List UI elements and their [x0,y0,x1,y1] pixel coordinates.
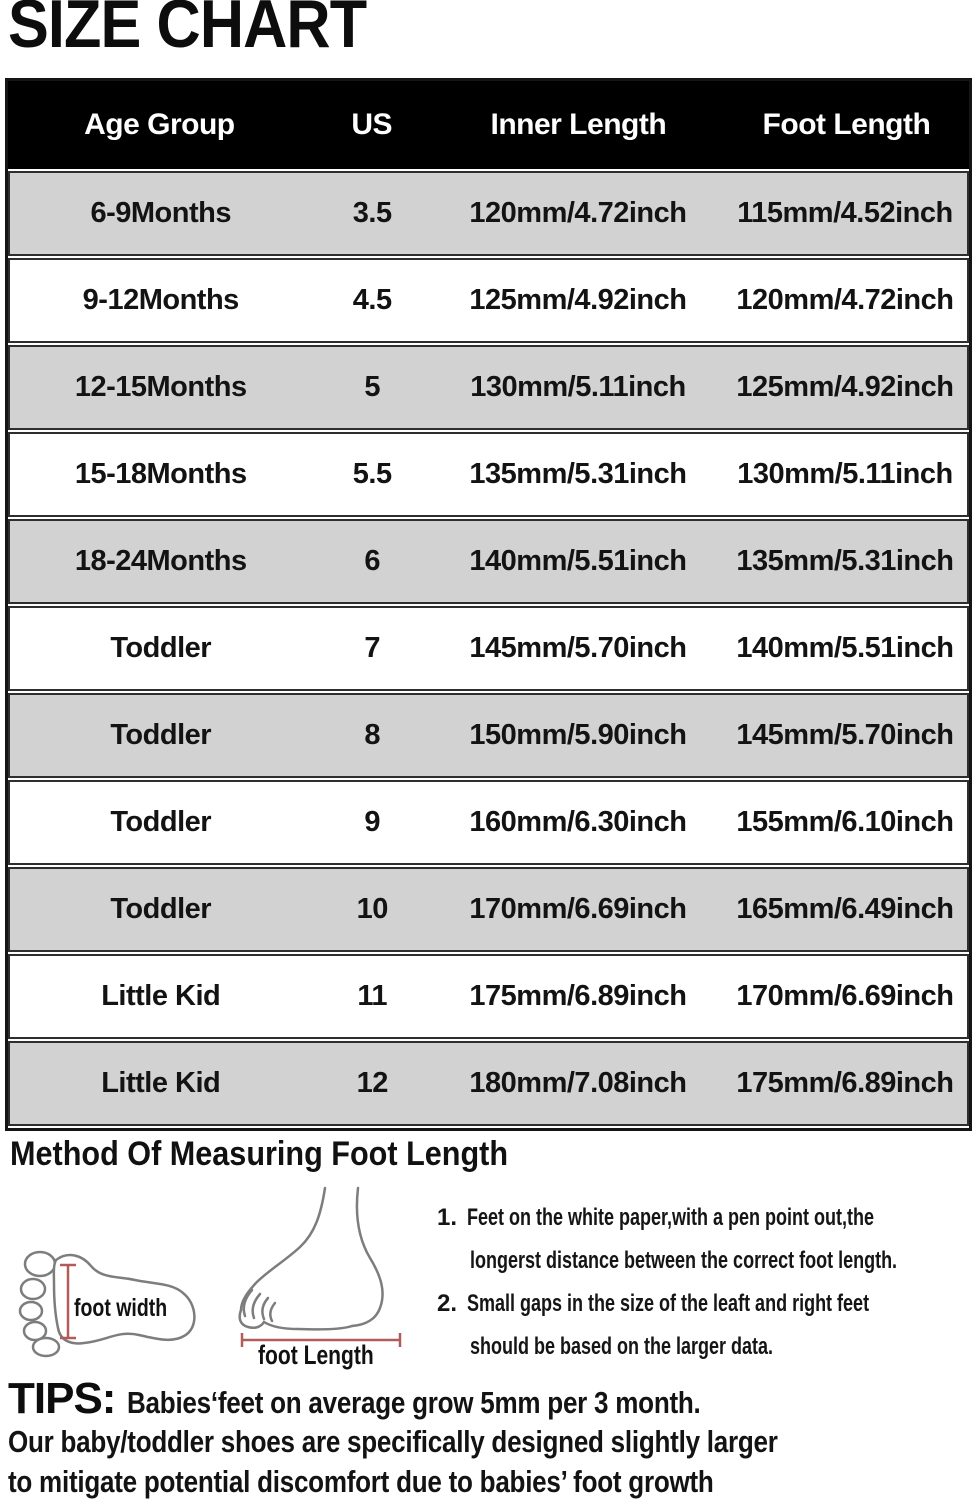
us-size-cell: 12 [356,1067,388,1099]
step-1-line-2 [437,1239,980,1282]
age-group-cell: Little Kid [101,980,221,1012]
foot-sole-line [264,1322,352,1329]
table-row [8,954,969,1039]
step-text: should be based on the larger data. [470,1333,774,1360]
us-size-cell: 8 [364,719,381,751]
us-size-cell: 6 [364,545,381,577]
age-group-cell: 18-24Months [74,545,247,577]
table-row [8,606,969,691]
foot-length-cell: 170mm/6.69inch [736,980,954,1012]
age-group-cell: Little Kid [101,1067,221,1099]
header-cell-foot-length: Foot Length [762,108,931,141]
table-row [8,693,969,778]
foot-side-view-diagram [228,1186,423,1351]
step-2-line-1 [437,1282,980,1325]
tips-line-2 [8,1422,976,1462]
foot-length-cell: 115mm/4.52inch [737,197,953,229]
inner-length-cell: 160mm/6.30inch [469,806,687,838]
inner-length-cell: 135mm/5.31inch [469,458,687,490]
step-text: Feet on the white paper,with a pen point out,the [467,1204,875,1231]
tips-line-3 [8,1462,976,1500]
age-group-cell: Toddler [110,806,212,838]
us-size-cell: 5.5 [352,458,392,490]
foot-length-cell: 140mm/5.51inch [736,632,954,664]
step-2-line-2 [437,1325,980,1368]
size-table-header [8,81,969,169]
inner-length-cell: 180mm/7.08inch [469,1067,687,1099]
foot-length-cell: 175mm/6.89inch [736,1067,954,1099]
age-group-cell: 6-9Months [90,197,231,229]
table-row [8,519,969,604]
inner-length-cell: 125mm/4.92inch [469,284,687,316]
foot-length-cell: 155mm/6.10inch [736,806,954,838]
age-group-cell: 9-12Months [82,284,239,316]
table-row [8,780,969,865]
tips-text: Our baby/toddler shoes are specifically designed slightly larger [8,1424,778,1459]
tips-text: Babies‘feet on average grow 5mm per 3 month. [127,1385,701,1420]
us-size-cell: 10 [356,893,388,925]
step-number: 1. [437,1204,458,1231]
method-heading: Method Of Measuring Foot Length [10,1135,509,1173]
us-size-cell: 9 [364,806,381,838]
foot-width-label: foot width [74,1294,168,1322]
toe-hatch-lines [244,1290,275,1321]
header-cell-us: US [351,108,393,141]
foot-length-cell: 120mm/4.72inch [736,284,954,316]
foot-length-cell: 130mm/5.11inch [737,458,953,490]
table-row [8,1041,969,1126]
age-group-cell: Toddler [110,632,212,664]
us-size-cell: 7 [364,632,381,664]
inner-length-cell: 175mm/6.89inch [469,980,687,1012]
inner-length-cell: 120mm/4.72inch [469,197,687,229]
table-row [8,258,969,343]
tips-text: to mitigate potential discomfort due to babies’ foot growth [8,1464,714,1499]
inner-length-cell: 140mm/5.51inch [469,545,687,577]
age-group-cell: Toddler [110,719,212,751]
table-row [8,345,969,430]
foot-length-label: foot Length [258,1340,374,1370]
foot-length-cell: 125mm/4.92inch [736,371,954,403]
table-row [8,171,969,256]
step-number: 2. [437,1290,458,1317]
us-size-cell: 4.5 [352,284,392,316]
step-text: Small gaps in the size of the leaft and right feet [467,1290,870,1317]
age-group-cell: 15-18Months [74,458,247,490]
foot-length-cell: 145mm/5.70inch [736,719,954,751]
inner-length-cell: 130mm/5.11inch [470,371,686,403]
tips-line-1 [8,1374,976,1422]
size-table-body [8,169,969,1126]
foot-length-cell: 135mm/5.31inch [736,545,954,577]
size-chart-title: SIZE CHART [8,0,367,62]
us-size-cell: 11 [357,980,388,1012]
age-group-cell: Toddler [110,893,212,925]
table-row [8,432,969,517]
foot-front-leg-line [241,1188,325,1310]
header-cell-inner-length: Inner Length [490,108,667,141]
us-size-cell: 3.5 [352,197,392,229]
header-cell-age-group: Age Group [84,108,235,141]
tips-section [8,1374,976,1500]
foot-back-leg-line [352,1188,383,1326]
foot-length-cell: 165mm/6.49inch [736,893,954,925]
inner-length-cell: 150mm/5.90inch [469,719,687,751]
age-group-cell: 12-15Months [74,371,247,403]
step-text: longerst distance between the correct foot length. [470,1247,898,1274]
inner-length-cell: 145mm/5.70inch [469,632,687,664]
size-table [5,78,972,1131]
step-1-line-1 [437,1196,980,1239]
us-size-cell: 5 [364,371,381,403]
inner-length-cell: 170mm/6.69inch [469,893,687,925]
tips-label: TIPS: [8,1374,116,1423]
measuring-steps [437,1196,980,1368]
table-row [8,867,969,952]
